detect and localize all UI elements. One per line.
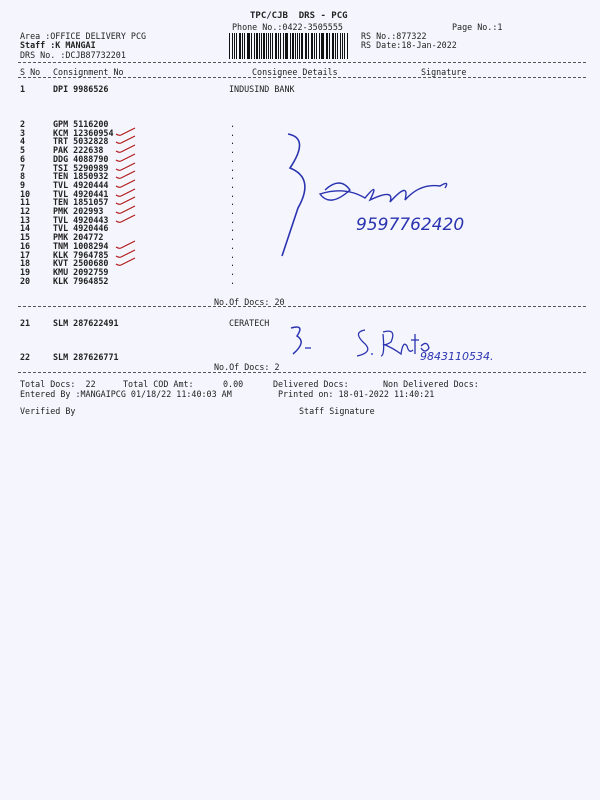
barcode-bar bbox=[254, 33, 255, 59]
barcode-bar bbox=[259, 33, 260, 59]
divider bbox=[18, 77, 586, 78]
rs-date: RS Date:18-Jan-2022 bbox=[361, 40, 457, 50]
consignee-dot: . bbox=[230, 162, 236, 173]
consignee-dot: . bbox=[230, 258, 236, 269]
barcode-bar bbox=[327, 33, 328, 59]
row-consignment: PMK 202993 bbox=[53, 206, 104, 216]
barcode-bar bbox=[272, 33, 273, 59]
handwritten-phone: 9843110534. bbox=[420, 350, 494, 363]
row-consignment: KVT 2500680 bbox=[53, 258, 109, 269]
row-sno: 16 bbox=[20, 240, 31, 251]
consignee-dot: . bbox=[230, 249, 236, 260]
consignee-dot: . bbox=[230, 197, 236, 208]
barcode-bar bbox=[247, 33, 248, 59]
row-consignment: TRT 5032828 bbox=[53, 136, 109, 147]
barcode-bar bbox=[275, 33, 277, 59]
barcode-bar bbox=[314, 33, 315, 59]
barcode-bar bbox=[270, 33, 271, 59]
row-consignment: KLK 7964785 bbox=[53, 249, 109, 260]
drs-number: DRS No. :DCJB87732201 bbox=[20, 50, 126, 60]
divider bbox=[18, 306, 586, 307]
col-consignment: Consignment No bbox=[53, 67, 124, 77]
barcode-bar bbox=[283, 33, 284, 59]
row-consignment: TEN 1850932 bbox=[53, 171, 109, 182]
barcode-bar bbox=[332, 33, 334, 59]
checkmark-icon bbox=[115, 257, 137, 267]
entered-by: Entered By :MANGAIPCG 01/18/22 11:40:03 AM bbox=[20, 389, 232, 399]
delivered-docs: Delivered Docs: bbox=[273, 379, 349, 389]
row-sno: 3 bbox=[20, 127, 26, 138]
barcode-bar bbox=[344, 33, 345, 59]
handwritten-signature bbox=[270, 128, 510, 268]
row-consignee: INDUSIND BANK bbox=[229, 84, 295, 94]
row-sno: 10 bbox=[20, 188, 31, 199]
row-consignment: TSI 5290989 bbox=[53, 162, 109, 173]
row-sno: 11 bbox=[20, 197, 31, 208]
row-sno: 4 bbox=[20, 136, 26, 147]
divider bbox=[18, 62, 586, 63]
row-consignment: TVL 4920446 bbox=[53, 223, 109, 234]
row-consignment: PMK 204772 bbox=[53, 232, 104, 243]
barcode-bar bbox=[316, 33, 317, 59]
barcode-bar bbox=[329, 33, 330, 59]
consignee-dot: . bbox=[230, 179, 236, 190]
barcode-bar bbox=[321, 33, 322, 59]
consignee-dot: . bbox=[230, 145, 236, 156]
row-sno: 18 bbox=[20, 258, 31, 269]
row-sno: 5 bbox=[20, 145, 26, 156]
barcode-bar bbox=[268, 33, 269, 59]
docs-count: No.Of Docs: 2 bbox=[214, 362, 280, 372]
barcode-bar bbox=[311, 33, 313, 59]
row-sno: 13 bbox=[20, 214, 31, 225]
barcode-bar bbox=[295, 33, 296, 59]
barcode-bar bbox=[319, 33, 320, 59]
barcode-bar bbox=[305, 33, 306, 59]
document-title: TPC/CJB DRS - PCG bbox=[250, 11, 348, 21]
row-consignment: KLK 7964852 bbox=[53, 275, 109, 286]
row-sno: 6 bbox=[20, 153, 26, 164]
row-sno: 15 bbox=[20, 232, 31, 243]
barcode-bar bbox=[286, 33, 287, 59]
row-consignment: SLM 287626771 bbox=[53, 352, 119, 362]
consignee-dot: . bbox=[230, 232, 236, 243]
barcode-bar bbox=[229, 33, 230, 59]
consignee-dot: . bbox=[230, 127, 236, 138]
barcode-bar bbox=[251, 33, 252, 59]
rs-number: RS No.:877322 bbox=[361, 31, 427, 41]
barcode-bar bbox=[322, 33, 323, 59]
row-consignment: SLM 287622491 bbox=[53, 318, 119, 328]
total-cod-value: 0.00 bbox=[223, 379, 244, 389]
barcode-bar bbox=[335, 33, 336, 59]
barcode-bar bbox=[261, 33, 262, 59]
consignee-dot: . bbox=[230, 206, 236, 216]
barcode-bar bbox=[234, 33, 235, 59]
row-consignment: DDG 4088790 bbox=[53, 153, 109, 164]
row-sno: 9 bbox=[20, 179, 26, 190]
row-consignment: TNM 1008294 bbox=[53, 240, 109, 251]
col-consignee: Consignee Details bbox=[252, 67, 338, 77]
row-consignment: KCM 12360954 bbox=[53, 127, 114, 138]
printed-on: Printed on: 18-01-2022 11:40:21 bbox=[278, 389, 435, 399]
barcode-bar bbox=[290, 33, 291, 59]
staff-signature-label: Staff Signature bbox=[299, 406, 375, 416]
barcode-bar bbox=[285, 33, 286, 59]
total-docs: Total Docs: 22 bbox=[20, 379, 96, 389]
barcode-bar bbox=[232, 33, 233, 59]
consignee-dot: . bbox=[230, 275, 236, 286]
row-sno: 19 bbox=[20, 266, 31, 277]
barcode-bar bbox=[239, 33, 241, 59]
row-sno: 8 bbox=[20, 171, 26, 182]
barcode-bar bbox=[263, 33, 264, 59]
barcode-bar bbox=[342, 33, 343, 59]
barcode-bar bbox=[248, 33, 249, 59]
barcode-bar bbox=[292, 33, 294, 59]
row-sno: 17 bbox=[20, 249, 31, 260]
consignee-dot: . bbox=[230, 266, 236, 277]
barcode-bar bbox=[256, 33, 258, 59]
barcode-bar bbox=[299, 33, 300, 59]
barcode-bar bbox=[266, 33, 267, 59]
consignee-dot: . bbox=[230, 153, 236, 164]
consignee-dot: . bbox=[230, 240, 236, 251]
row-consignment: TVL 4920443 bbox=[53, 214, 109, 225]
barcode-bar bbox=[347, 33, 348, 59]
consignee-dot: . bbox=[230, 136, 236, 147]
handwritten-signature bbox=[285, 320, 525, 380]
row-sno: 7 bbox=[20, 162, 26, 173]
row-sno: 22 bbox=[20, 352, 31, 362]
barcode-bar bbox=[242, 33, 243, 59]
page-number: Page No.:1 bbox=[452, 22, 503, 32]
col-sno: S No bbox=[20, 67, 41, 77]
row-sno: 12 bbox=[20, 206, 31, 216]
row-consignee: CERATECH bbox=[229, 318, 270, 328]
consignee-dot: . bbox=[230, 214, 236, 225]
row-consignment: PAK 222638 bbox=[53, 145, 104, 156]
row-consignment: TVL 4920441 bbox=[53, 188, 109, 199]
handwritten-phone: 9597762420 bbox=[356, 215, 465, 235]
barcode-bar bbox=[244, 33, 245, 59]
barcode-bar bbox=[337, 33, 338, 59]
barcode-bar bbox=[280, 33, 281, 59]
row-sno: 1 bbox=[20, 84, 26, 94]
col-signature: Signature bbox=[421, 67, 467, 77]
consignee-dot: . bbox=[230, 171, 236, 182]
consignee-dot: . bbox=[230, 119, 236, 129]
row-consignment: GPM 5116200 bbox=[53, 119, 109, 129]
barcode bbox=[229, 33, 349, 59]
barcode-bar bbox=[306, 33, 307, 59]
barcode-bar bbox=[278, 33, 279, 59]
staff-label: Staff :K MANGAI bbox=[20, 40, 96, 50]
barcode-bar bbox=[340, 33, 341, 59]
barcode-bar bbox=[297, 33, 298, 59]
row-sno: 20 bbox=[20, 275, 31, 286]
row-sno: 14 bbox=[20, 223, 31, 234]
consignee-dot: . bbox=[230, 223, 236, 234]
checkmark-icon bbox=[115, 214, 137, 224]
consignee-dot: . bbox=[230, 188, 236, 199]
barcode-bar bbox=[308, 33, 309, 59]
barcode-bar bbox=[301, 33, 302, 59]
barcode-bar bbox=[236, 33, 237, 59]
row-sno: 2 bbox=[20, 119, 26, 129]
row-consignment: DPI 9986526 bbox=[53, 84, 109, 94]
non-delivered-docs: Non Delivered Docs: bbox=[383, 379, 479, 389]
row-sno: 21 bbox=[20, 318, 31, 328]
total-cod-label: Total COD Amt: bbox=[123, 379, 194, 389]
row-consignment: KMU 2092759 bbox=[53, 266, 109, 277]
area-label: Area :OFFICE DELIVERY PCG bbox=[20, 31, 147, 41]
docs-count: No.Of Docs: 20 bbox=[214, 297, 285, 307]
phone-number: Phone No.:0422-3505555 bbox=[232, 22, 343, 32]
verified-by: Verified By bbox=[20, 406, 76, 416]
barcode-bar bbox=[326, 33, 327, 59]
row-consignment: TEN 1851057 bbox=[53, 197, 109, 208]
row-consignment: TVL 4920444 bbox=[53, 179, 109, 190]
